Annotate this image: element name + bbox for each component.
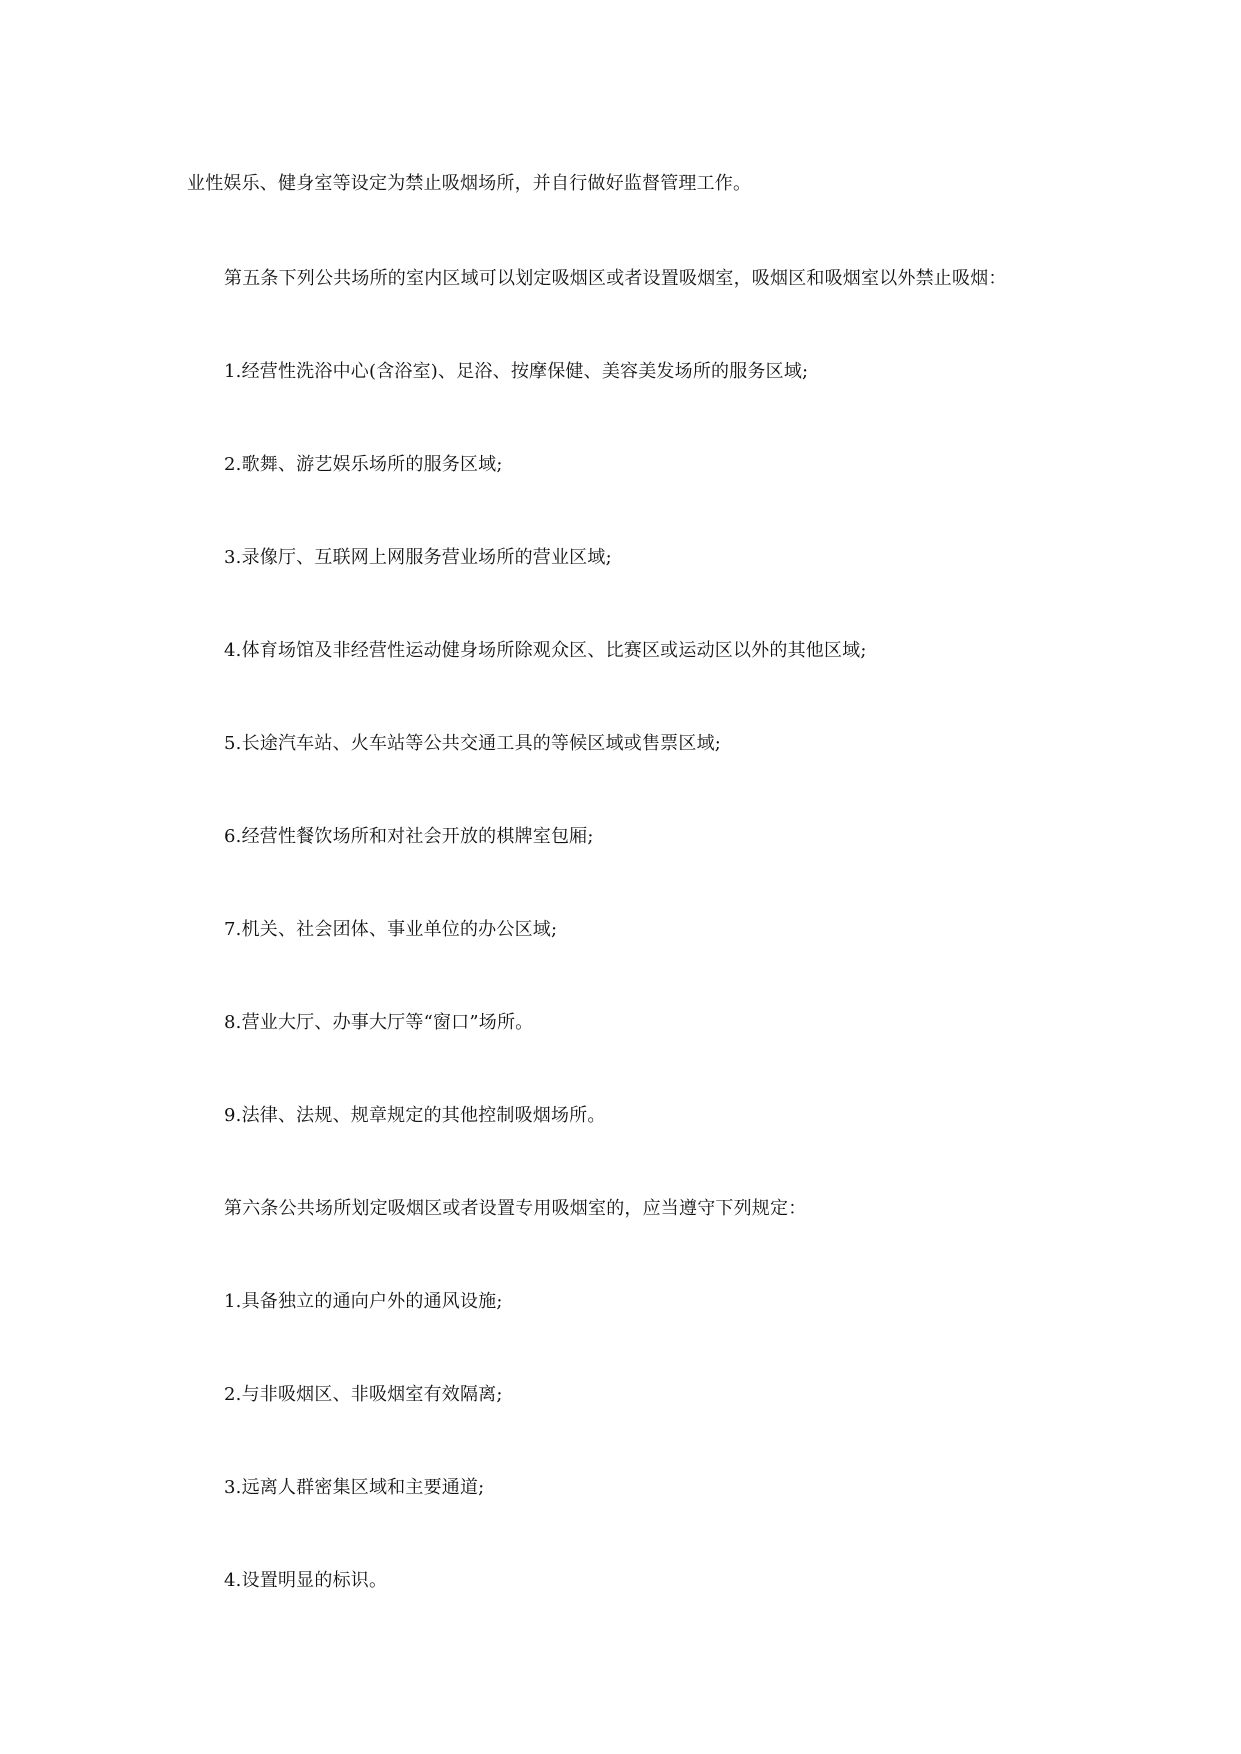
- article-5-item-5: 5.长途汽车站、火车站等公共交通工具的等候区域或售票区域;: [224, 733, 722, 754]
- article-5-item-6: 6.经营性餐饮场所和对社会开放的棋牌室包厢;: [224, 826, 594, 847]
- article-5-item-2: 2.歌舞、游艺娱乐场所的服务区域;: [224, 454, 503, 475]
- article-6-item-3: 3.远离人群密集区域和主要通道;: [224, 1477, 485, 1498]
- paragraph-continuation: 业性娱乐、健身室等设定为禁止吸烟场所，并自行做好监督管理工作。: [187, 173, 752, 194]
- article-5-item-9: 9.法律、法规、规章规定的其他控制吸烟场所。: [224, 1105, 606, 1126]
- article-6-item-1: 1.具备独立的通向户外的通风设施;: [224, 1291, 503, 1312]
- article-5-item-8: 8.营业大厅、办事大厅等“窗口”场所。: [224, 1012, 534, 1033]
- article-6-item-4: 4.设置明显的标识。: [224, 1570, 388, 1591]
- article-5-item-3: 3.录像厅、互联网上网服务营业场所的营业区域;: [224, 547, 612, 568]
- article-5-item-4: 4.体育场馆及非经营性运动健身场所除观众区、比赛区或运动区以外的其他区域;: [224, 640, 867, 661]
- article-6-item-2: 2.与非吸烟区、非吸烟室有效隔离;: [224, 1384, 503, 1405]
- article-6-heading: 第六条公共场所划定吸烟区或者设置专用吸烟室的，应当遵守下列规定：: [224, 1198, 807, 1219]
- article-5-heading: 第五条下列公共场所的室内区域可以划定吸烟区或者设置吸烟室，吸烟区和吸烟室以外禁止吸烟：: [224, 268, 1007, 289]
- article-5-item-1: 1.经营性洗浴中心(含浴室)、足浴、按摩保健、美容美发场所的服务区域;: [224, 361, 809, 382]
- article-5-item-7: 7.机关、社会团体、事业单位的办公区域;: [224, 919, 558, 940]
